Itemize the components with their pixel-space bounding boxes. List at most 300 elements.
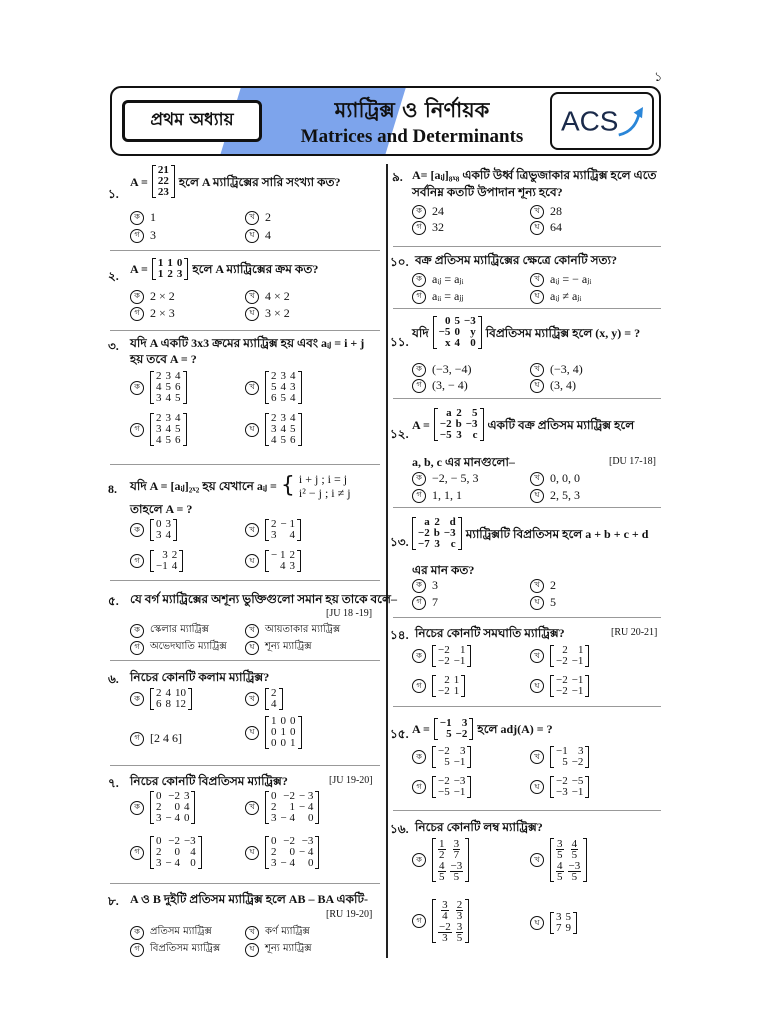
text: i² − j ; i ≠ j — [298, 486, 351, 500]
option-ঘ[interactable] — [245, 306, 290, 321]
option-label: গ — [130, 229, 144, 243]
option-text: 2 — [550, 578, 556, 592]
logo-text: ACS — [561, 105, 619, 137]
matrix-cell: 2 — [271, 412, 277, 424]
option-text: (3, 4) — [550, 378, 576, 392]
matrix-cell — [436, 921, 454, 943]
matrix-cell: 3 — [280, 412, 286, 424]
question-text: A= [aᵢⱼ]₈ₓ₈ একটি উর্ধ্ব ত্রিভুজাকার ম্যাট্রিক্স হলে এতে — [412, 168, 657, 182]
page-number: ১ — [654, 69, 663, 84]
matrix — [432, 838, 469, 882]
matrix-cell: −2 — [438, 655, 450, 667]
option-গ[interactable] — [412, 220, 444, 235]
fraction — [456, 900, 464, 921]
option-ঘ[interactable] — [245, 639, 312, 656]
matrix-right-bracket — [315, 836, 319, 869]
matrix-cell: 5 — [175, 423, 181, 435]
option-label: গ — [412, 914, 426, 928]
option-text: 3 × 2 — [265, 306, 290, 320]
text: হলে adj(A) = ? — [477, 722, 553, 736]
text: হলে A ম্যাট্রিক্সের ক্রম কত? — [192, 262, 319, 276]
option-text: বিপ্রতিসম ম্যাট্রিক্স — [150, 943, 221, 954]
option-খ[interactable] — [530, 272, 591, 287]
option-text: 2 × 3 — [150, 306, 175, 320]
matrix-cell: 0 — [290, 726, 296, 738]
option-label: খ — [245, 801, 259, 815]
matrix — [150, 519, 177, 541]
matrix-cell: 2 — [171, 549, 178, 561]
option-text: 64 — [550, 220, 562, 234]
option-label: খ — [245, 692, 259, 706]
matrix-cell: −1 — [571, 655, 584, 667]
question-number: ১২. — [390, 427, 409, 441]
matrix-cell — [448, 860, 466, 882]
option-text: স্কেলার ম্যাট্রিক্স — [150, 624, 209, 635]
option-ঘ[interactable] — [245, 550, 301, 572]
matrix-cell: −3 — [556, 786, 568, 798]
question-line — [130, 472, 351, 500]
question-number: ৬. — [108, 672, 119, 686]
option-ক[interactable] — [130, 210, 156, 225]
matrix-cell: −2 — [418, 527, 430, 539]
matrix-right-bracket — [478, 316, 482, 349]
denominator: 3 — [442, 932, 448, 944]
option-ঘ[interactable] — [530, 675, 589, 697]
fraction — [438, 861, 446, 882]
matrix-cell: 1 — [280, 726, 286, 738]
option-text: (−3, 4) — [550, 362, 583, 376]
option-label: খ — [245, 211, 259, 225]
matrix-cell: 4 — [175, 412, 181, 424]
matrix-cell: 0 — [271, 835, 277, 847]
matrix-cell: 4 — [280, 423, 286, 435]
matrix — [412, 517, 462, 550]
matrix — [434, 718, 474, 740]
matrix-cell: −2 — [438, 644, 450, 656]
matrix-cell: −2 — [168, 835, 180, 847]
matrix-cell: −3 — [453, 775, 466, 787]
matrix-cell: 4 — [290, 370, 296, 382]
option-text: aᵢⱼ = − aⱼᵢ — [550, 272, 592, 286]
question-line — [412, 408, 634, 441]
option-গ[interactable] — [412, 675, 465, 697]
fraction — [450, 861, 464, 882]
matrix-right-bracket — [461, 675, 465, 697]
matrix-cell: 5 — [280, 434, 286, 446]
matrix-cell: 0 — [307, 812, 314, 824]
option-label: ক — [130, 801, 144, 815]
option-ঘ[interactable] — [530, 220, 562, 235]
matrix-cell: 7 — [556, 922, 562, 934]
option-ক[interactable] — [412, 645, 471, 667]
option-ক[interactable] — [412, 746, 471, 768]
option-খ[interactable] — [530, 645, 589, 667]
option-label: গ — [412, 290, 426, 304]
matrix-cell: 2 — [156, 370, 162, 382]
question-text: নিচের কোনটি কলাম ম্যাট্রিক্স? — [130, 670, 270, 684]
option-ঘ[interactable] — [245, 941, 312, 958]
matrix — [265, 371, 302, 404]
matrix-cell: 1 — [157, 257, 164, 269]
matrix — [432, 899, 469, 943]
question-number: ৩. — [108, 339, 119, 353]
matrix-cell: 3 — [165, 370, 171, 382]
option-label: ঘ — [245, 307, 259, 321]
text: হলে A ম্যাট্রিক্সের সারি সংখ্যা কত? — [178, 174, 341, 189]
option-text: অভেদঘাতি ম্যাট্রিক্স — [150, 641, 227, 652]
matrix-right-bracket — [298, 413, 302, 446]
option-গ[interactable] — [130, 413, 187, 446]
option-label: গ — [412, 596, 426, 610]
matrix-cell: 4 — [156, 381, 162, 393]
option-গ[interactable] — [412, 899, 469, 943]
option-খ[interactable] — [245, 289, 290, 304]
option-খ[interactable] — [245, 924, 310, 941]
option-label: খ — [530, 649, 544, 663]
option-label: ক — [130, 926, 144, 940]
question-text: হয় তবে A = ? — [130, 352, 197, 366]
matrix-cell: 4 — [271, 434, 277, 446]
matrix-right-bracket — [173, 519, 177, 541]
option-text: 32 — [432, 220, 444, 234]
matrix-cell — [436, 899, 454, 921]
matrix-cell: 3 — [271, 812, 277, 824]
matrix-cell: −5 — [439, 429, 452, 441]
matrix-cell: 0 — [290, 715, 296, 727]
option-খ[interactable] — [245, 210, 271, 225]
option-খ[interactable] — [530, 471, 580, 486]
option-text: 1, 1, 1 — [432, 488, 462, 502]
option-text: 0, 0, 0 — [550, 471, 580, 485]
question-separator — [393, 246, 661, 247]
matrix-cell: 0 — [174, 801, 180, 813]
option-খ[interactable] — [530, 362, 583, 377]
option-ক[interactable] — [130, 924, 212, 941]
option-label: ক — [412, 649, 426, 663]
fraction — [438, 839, 446, 860]
fraction — [453, 839, 461, 860]
option-খ[interactable] — [530, 746, 589, 768]
matrix-cell: 5 — [446, 728, 452, 740]
matrix-cell — [454, 921, 466, 943]
matrix-right-bracket — [465, 899, 469, 943]
option-খ[interactable] — [245, 622, 340, 639]
matrix-cell: −3 — [465, 418, 478, 430]
question-text: যে বর্গ ম্যাট্রিক্সের অশূন্য ভুক্তিগুলো সমান হয় তাকে বলে– — [130, 592, 397, 606]
option-ঘ[interactable] — [245, 228, 271, 243]
matrix-cell: − 4 — [165, 812, 180, 824]
option-label: ক — [130, 211, 144, 225]
matrix-cell: 4 — [290, 392, 296, 404]
option-label: ঘ — [530, 489, 544, 503]
option-label: গ — [412, 489, 426, 503]
option-ক[interactable] — [130, 622, 209, 639]
option-ঘ[interactable] — [245, 413, 302, 446]
matrix-cell: 2 — [271, 801, 277, 813]
matrix-cell: 23 — [157, 186, 169, 198]
source-reference: [JU 19-20] — [329, 775, 373, 786]
question-separator — [110, 765, 380, 766]
matrix-cell: 1 — [453, 685, 460, 697]
matrix-right-bracket — [188, 688, 192, 710]
option-text: (−3, −4) — [432, 362, 472, 376]
question-separator — [393, 706, 661, 707]
source-reference: [RU 19-20] — [326, 909, 373, 920]
numerator: 3 — [557, 838, 563, 850]
option-ক[interactable] — [130, 791, 195, 824]
matrix-cell: 1 — [459, 644, 466, 656]
matrix-cell: 4 — [171, 560, 178, 572]
option-গ[interactable] — [130, 228, 156, 243]
matrix-cell — [554, 860, 566, 882]
fraction — [441, 900, 449, 921]
option-label: খ — [530, 363, 544, 377]
fraction — [556, 839, 564, 860]
option-ক[interactable] — [412, 578, 438, 593]
matrix-right-bracket — [467, 645, 471, 667]
option-ঘ[interactable] — [245, 716, 302, 749]
matrix-cell: −1 — [453, 756, 466, 768]
matrix-cell — [436, 838, 448, 860]
text: ম্যাট্রিক্সটি বিপ্রতিসম হলে a + b + c + d — [465, 526, 649, 541]
matrix-cell: 3 — [459, 745, 466, 757]
option-ক[interactable] — [130, 688, 192, 710]
matrix-cell: 5 — [175, 392, 181, 404]
matrix-cell: 1 — [289, 801, 295, 813]
option-খ[interactable] — [530, 204, 562, 219]
option-label: ঘ — [530, 290, 544, 304]
matrix-cell: 3 — [289, 560, 295, 572]
option-text: aᵢⱼ ≠ aⱼᵢ — [550, 289, 582, 303]
option-গ[interactable] — [412, 488, 462, 503]
matrix-cell: −2 — [556, 775, 568, 787]
denominator: 5 — [571, 849, 578, 861]
column-divider — [386, 164, 388, 958]
option-ক[interactable] — [130, 519, 177, 541]
option-label: ক — [130, 624, 144, 638]
matrix-right-bracket — [467, 776, 471, 798]
chapter-header — [110, 86, 661, 156]
option-ক[interactable] — [412, 838, 469, 882]
matrix-cell: 6 — [175, 381, 181, 393]
matrix-cell — [448, 838, 466, 860]
option-খ[interactable] — [245, 371, 302, 404]
matrix-cell: 2 — [156, 412, 162, 424]
option-text: −2, − 5, 3 — [432, 471, 479, 485]
matrix-cell: −1 — [439, 717, 452, 729]
option-label: ক — [412, 363, 426, 377]
option-text: 3 — [150, 228, 156, 242]
option-ঘ[interactable] — [530, 378, 576, 393]
fraction — [568, 861, 582, 882]
matrix-cell: 4 — [280, 381, 286, 393]
matrix-cell: −1 — [556, 745, 568, 757]
matrix-cell: −1 — [453, 786, 466, 798]
option-ক[interactable] — [412, 471, 479, 486]
question-number: ১১. — [390, 335, 409, 349]
question-separator — [393, 398, 661, 399]
question-number: ১৬. — [390, 822, 409, 836]
matrix-right-bracket — [467, 746, 471, 768]
option-গ[interactable] — [130, 836, 202, 869]
fraction — [556, 861, 564, 882]
matrix — [265, 836, 319, 869]
matrix-cell: 0 — [444, 315, 451, 327]
option-খ[interactable] — [245, 688, 283, 710]
option-গ[interactable] — [130, 639, 227, 656]
matrix-cell: 2 — [434, 516, 440, 528]
matrix-cell: −2 — [438, 685, 450, 697]
matrix-right-bracket — [469, 718, 473, 740]
option-label: খ — [530, 472, 544, 486]
option-খ[interactable] — [245, 791, 319, 824]
matrix — [150, 550, 183, 572]
option-label: খ — [245, 624, 259, 638]
question-separator — [110, 464, 380, 465]
matrix-cell: −3 — [443, 527, 456, 539]
matrix-cell: 2 — [562, 644, 568, 656]
matrix-right-bracket — [279, 688, 283, 710]
option-গ[interactable] — [130, 550, 183, 572]
option-ক[interactable] — [412, 272, 464, 287]
matrix-cell: 3 — [165, 518, 171, 530]
option-গ[interactable] — [130, 731, 182, 746]
option-ঘ[interactable] — [530, 595, 556, 610]
matrix-right-bracket — [315, 791, 319, 824]
question-text: A ও B দুইটি প্রতিসম ম্যাট্রিক্স হলে AB – BA একটি- — [130, 892, 368, 906]
option-গ[interactable] — [130, 941, 220, 958]
denominator: 5 — [571, 871, 578, 883]
matrix — [152, 165, 175, 198]
matrix-cell: −3 — [301, 835, 314, 847]
question-number: ১. — [108, 187, 119, 201]
denominator: 5 — [453, 871, 460, 883]
question-number: ৮. — [108, 894, 119, 908]
matrix-right-bracket — [583, 838, 587, 882]
matrix-cell: 2 — [271, 370, 277, 382]
option-খ[interactable] — [245, 519, 301, 541]
matrix-cell: 0 — [307, 857, 314, 869]
matrix — [550, 645, 589, 667]
matrix-right-bracket — [585, 746, 589, 768]
matrix-cell: 5 — [271, 381, 277, 393]
matrix-cell: 5 — [562, 756, 568, 768]
matrix-cell — [454, 899, 466, 921]
option-text: 2 × 2 — [150, 289, 175, 303]
matrix-cell: 2 — [456, 407, 462, 419]
question-separator — [393, 308, 661, 309]
matrix-cell: 0 — [190, 857, 196, 869]
matrix-cell: −1 — [453, 655, 466, 667]
option-ঘ[interactable] — [530, 488, 580, 503]
matrix-cell: −5 — [438, 326, 451, 338]
option-খ[interactable] — [530, 838, 587, 882]
matrix-cell: − 4 — [298, 846, 314, 858]
option-text: 3 — [432, 578, 438, 592]
fraction — [456, 922, 464, 943]
matrix-cell: 2 — [444, 674, 450, 686]
matrix-cell: −2 — [455, 728, 468, 740]
matrix-cell: −5 — [571, 775, 584, 787]
matrix — [265, 716, 302, 749]
matrix-cell: 3 — [456, 429, 462, 441]
option-label: ক — [412, 273, 426, 287]
matrix-cell: 22 — [157, 175, 169, 187]
matrix-cell: 0 — [280, 737, 286, 749]
question-text: নিচের কোনটি বিপ্রতিসম ম্যাট্রিক্স? — [130, 774, 288, 788]
matrix-cell: 4 — [165, 423, 171, 435]
numerator: 1 — [439, 838, 445, 850]
matrix-cell: − 1 — [280, 518, 295, 530]
option-খ[interactable] — [530, 578, 556, 593]
option-ঘ[interactable] — [530, 776, 589, 798]
matrix-cell: 6 — [271, 392, 277, 404]
matrix — [150, 413, 187, 446]
option-গ[interactable] — [130, 306, 175, 321]
option-ঘ[interactable] — [245, 836, 319, 869]
question-separator — [110, 580, 380, 581]
matrix-cell: 4 — [183, 801, 190, 813]
question-number: ২. — [108, 269, 119, 283]
matrix-cell: 3 — [461, 717, 468, 729]
option-label: ক — [130, 523, 144, 537]
option-label: ঘ — [245, 229, 259, 243]
matrix — [265, 791, 319, 824]
matrix-right-bracket — [465, 838, 469, 882]
matrix-cell: 3 — [156, 812, 162, 824]
denominator: 3 — [456, 910, 463, 922]
matrix-cell: a — [446, 407, 452, 419]
question-text: নিচের কোনটি সমঘাতি ম্যাট্রিক্স? — [415, 626, 565, 640]
matrix-cell: 0 — [156, 790, 162, 802]
option-text: 28 — [550, 204, 562, 218]
question-separator — [110, 330, 380, 331]
option-গ[interactable] — [412, 776, 471, 798]
option-ঘ[interactable] — [530, 912, 577, 934]
option-গ[interactable] — [412, 595, 438, 610]
matrix — [150, 836, 202, 869]
option-ক[interactable] — [412, 204, 444, 219]
matrix-cell: c — [450, 538, 456, 550]
matrix-cell: 4 — [271, 698, 277, 710]
matrix-cell: −1 — [156, 560, 168, 572]
matrix-cell: 3 — [165, 412, 171, 424]
question-text: বক্র প্রতিসম ম্যাট্রিক্সের ক্ষেত্রে কোনটি সত্য? — [415, 253, 618, 267]
option-গ[interactable] — [412, 378, 468, 393]
question-text: a, b, c এর মানগুলো– — [412, 455, 515, 469]
matrix-cell: −2 — [571, 756, 584, 768]
option-text: 2 — [265, 210, 271, 224]
matrix — [265, 519, 301, 541]
option-ক[interactable] — [130, 371, 187, 404]
matrix-cell: 4 — [454, 337, 460, 349]
fraction — [571, 839, 579, 860]
option-ক[interactable] — [412, 362, 472, 377]
option-ঘ[interactable] — [530, 289, 581, 304]
question-line — [412, 718, 553, 740]
option-text: কর্ণ ম্যাট্রিক্স — [265, 926, 310, 937]
question-number: ১৩. — [390, 535, 409, 549]
option-text: 4 × 2 — [265, 289, 290, 303]
matrix — [152, 258, 189, 280]
option-ক[interactable] — [130, 289, 175, 304]
matrix-right-bracket — [585, 776, 589, 798]
option-গ[interactable] — [412, 289, 464, 304]
matrix-cell: 4 — [279, 560, 286, 572]
brace: { — [280, 473, 295, 498]
matrix-cell: 0 — [156, 835, 162, 847]
option-label: গ — [412, 679, 426, 693]
